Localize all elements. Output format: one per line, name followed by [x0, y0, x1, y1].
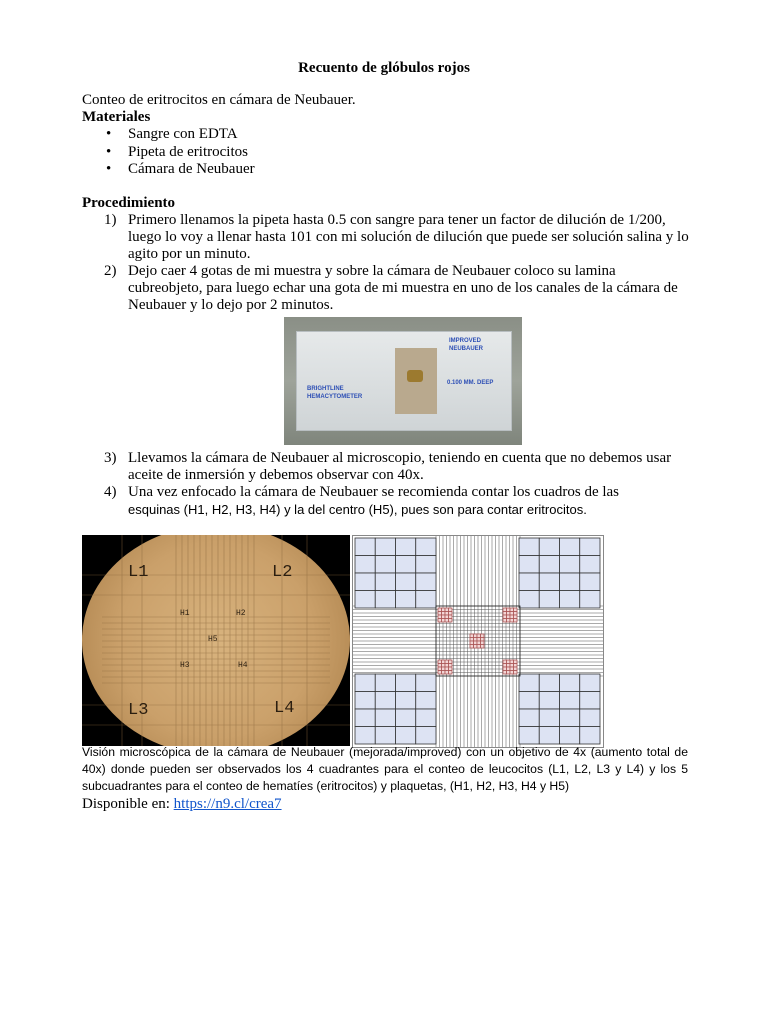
step-2: [104, 263, 694, 314]
h-square-cell: [449, 660, 453, 664]
step-4: [104, 484, 694, 518]
h-square-cell: [514, 664, 518, 668]
neubauer-grid-diagram: [352, 535, 604, 748]
h-square-cell: [510, 608, 514, 612]
corner-square-cell: [416, 538, 436, 556]
corner-square-cell: [416, 692, 436, 710]
corner-square-cell: [375, 591, 395, 609]
corner-square-cell: [375, 692, 395, 710]
h-square-cell: [445, 612, 449, 616]
h-square-cell: [445, 671, 449, 675]
h-square-cell: [514, 671, 518, 675]
h-square-cell: [442, 612, 446, 616]
h-square-cell: [438, 667, 442, 671]
h-square-cell: [449, 615, 453, 619]
h-square-cell: [514, 615, 518, 619]
h-square-cell: [507, 615, 511, 619]
corner-square-cell: [539, 591, 559, 609]
corner-square-cell: [560, 709, 580, 727]
materiales-heading: Materiales: [82, 109, 151, 125]
h-square-cell: [507, 664, 511, 668]
h-square-cell: [477, 638, 481, 642]
corner-square-cell: [539, 556, 559, 574]
corner-square-cell: [355, 538, 375, 556]
h-square-cell: [510, 619, 514, 623]
corner-square-cell: [539, 727, 559, 745]
h-square-cell: [474, 638, 478, 642]
corner-square-cell: [519, 591, 539, 609]
step-1: [104, 212, 694, 263]
h-square-cell: [510, 664, 514, 668]
corner-square-cell: [396, 709, 416, 727]
corner-square-cell: [539, 538, 559, 556]
h-square-cell: [438, 664, 442, 668]
h-square-cell: [503, 608, 507, 612]
list-item: • Cámara de Neubauer: [82, 161, 255, 179]
h-square-cell: [481, 638, 485, 642]
corner-square-cell: [355, 591, 375, 609]
corner-square-cell: [519, 692, 539, 710]
corner-square-cell: [355, 556, 375, 574]
h-square-cell: [507, 671, 511, 675]
corner-square-cell: [396, 591, 416, 609]
step-text: Primero llenamos la pipeta hasta 0.5 con sangre para tener un factor de dilución de 1/200, luego lo voy a llenar hasta 101 con mi solución de dilución que puede ser solución salina y lo agito por un minuto.: [128, 212, 689, 262]
h-square-cell: [442, 660, 446, 664]
h-square-cell: [514, 660, 518, 664]
h-square-cell: [445, 615, 449, 619]
corner-square-cell: [539, 674, 559, 692]
label-l1: L1: [128, 563, 149, 582]
corner-square-cell: [396, 727, 416, 745]
corner-square-cell: [580, 709, 600, 727]
microscope-view: [82, 535, 350, 746]
h-square-cell: [503, 660, 507, 664]
h-square-cell: [507, 612, 511, 616]
corner-square-cell: [396, 674, 416, 692]
h-square-cell: [507, 619, 511, 623]
corner-square-cell: [519, 538, 539, 556]
corner-square-cell: [560, 538, 580, 556]
h-square-cell: [514, 612, 518, 616]
h-square-cell: [481, 634, 485, 638]
corner-square-cell: [580, 556, 600, 574]
step-number: 3): [104, 450, 117, 466]
corner-square-cell: [375, 727, 395, 745]
corner-square-cell: [396, 573, 416, 591]
slide-label-left: HEMACYTOMETER: [307, 394, 363, 400]
intro-text: Conteo de eritrocitos en cámara de Neubauer.: [82, 92, 356, 108]
label-h4: H4: [238, 661, 248, 670]
corner-square-cell: [560, 692, 580, 710]
sample-drop: [407, 370, 423, 382]
slide-label-right: NEUBAUER: [449, 346, 484, 352]
step-text: Dejo caer 4 gotas de mi muestra y sobre la cámara de Neubauer coloco su lamina cubreobjeto, para luego echar una gota de mi muestra en uno de los canales de la cámara de Neubauer y lo dejo por 2 minutos.: [128, 263, 678, 313]
h-square-cell: [503, 667, 507, 671]
h-square-cell: [474, 645, 478, 649]
corner-square-cell: [560, 591, 580, 609]
corner-square-cell: [396, 692, 416, 710]
procedimiento-heading: Procedimiento: [82, 195, 176, 211]
h-square-cell: [445, 660, 449, 664]
h-square-cell: [445, 608, 449, 612]
h-square-cell: [442, 664, 446, 668]
h-square-cell: [470, 641, 474, 645]
step-text: Una vez enfocado la cámara de Neubauer se recomienda contar los cuadros de las: [128, 484, 620, 500]
corner-square-cell: [560, 573, 580, 591]
corner-square-cell: [519, 709, 539, 727]
h-square-cell: [503, 612, 507, 616]
corner-square-cell: [580, 727, 600, 745]
step-number: 1): [104, 212, 117, 228]
h-square-cell: [477, 641, 481, 645]
glass-slide: [296, 331, 512, 431]
corner-square-cell: [539, 709, 559, 727]
h-square-cell: [474, 634, 478, 638]
label-h5: H5: [208, 635, 218, 644]
h-square-cell: [445, 664, 449, 668]
corner-square-cell: [416, 591, 436, 609]
corner-square-cell: [375, 573, 395, 591]
availability-prefix: Disponible en:: [82, 796, 174, 812]
corner-square-cell: [416, 556, 436, 574]
corner-square-cell: [375, 709, 395, 727]
corner-square-cell: [519, 727, 539, 745]
h-square-cell: [449, 671, 453, 675]
h-square-cell: [503, 619, 507, 623]
h-square-cell: [470, 645, 474, 649]
corner-square-cell: [560, 727, 580, 745]
corner-square-cell: [519, 556, 539, 574]
corner-square-cell: [539, 692, 559, 710]
h-square-cell: [507, 667, 511, 671]
h-square-cell: [449, 664, 453, 668]
label-h1: H1: [180, 609, 190, 618]
h-square-cell: [510, 660, 514, 664]
h-square-cell: [503, 664, 507, 668]
h-square-cell: [514, 608, 518, 612]
label-l2: L2: [272, 563, 293, 582]
corner-square-cell: [560, 556, 580, 574]
materiales-list: [82, 126, 255, 179]
corner-square-cell: [355, 674, 375, 692]
source-link[interactable]: https://n9.cl/crea7: [173, 796, 282, 812]
step-number: 2): [104, 263, 117, 279]
corner-square-cell: [375, 674, 395, 692]
h-square-cell: [481, 645, 485, 649]
h-square-cell: [477, 634, 481, 638]
corner-square-cell: [375, 556, 395, 574]
h-square-cell: [438, 660, 442, 664]
document-title: Recuento de glóbulos rojos: [298, 60, 470, 76]
corner-square-cell: [539, 573, 559, 591]
corner-square-cell: [580, 573, 600, 591]
corner-square-cell: [416, 709, 436, 727]
h-square-cell: [442, 615, 446, 619]
h-square-cell: [507, 608, 511, 612]
h-square-cell: [449, 612, 453, 616]
h-square-cell: [470, 638, 474, 642]
h-square-cell: [438, 608, 442, 612]
step-number: 4): [104, 484, 117, 500]
corner-square-cell: [355, 692, 375, 710]
h-square-cell: [510, 612, 514, 616]
h-square-cell: [481, 641, 485, 645]
corner-square-cell: [375, 538, 395, 556]
h-square-cell: [449, 667, 453, 671]
corner-square-cell: [580, 591, 600, 609]
h-square-cell: [438, 671, 442, 675]
step-3: [104, 450, 694, 484]
corner-square-cell: [355, 573, 375, 591]
label-l4: L4: [274, 699, 295, 718]
grid-svg: [353, 536, 603, 747]
h-square-cell: [510, 671, 514, 675]
step-text: esquinas (H1, H2, H3, H4) y la del centro (H5), pues son para contar eritrocitos.: [128, 502, 587, 517]
corner-square-cell: [580, 538, 600, 556]
slide-label-right: 0.100 MM. DEEP: [447, 380, 494, 386]
h-square-cell: [442, 619, 446, 623]
corner-square-cell: [355, 709, 375, 727]
hemocytometer-photo: [284, 317, 522, 445]
corner-square-cell: [416, 727, 436, 745]
h-square-cell: [438, 612, 442, 616]
h-square-cell: [445, 619, 449, 623]
corner-square-cell: [355, 727, 375, 745]
h-square-cell: [474, 641, 478, 645]
h-square-cell: [449, 608, 453, 612]
h-square-cell: [510, 615, 514, 619]
slide-label-left: BRIGHTLINE: [307, 386, 344, 392]
corner-square-cell: [519, 573, 539, 591]
availability-line: [82, 796, 282, 813]
label-l3: L3: [128, 701, 149, 720]
corner-square-cell: [519, 674, 539, 692]
h-square-cell: [503, 615, 507, 619]
label-h2: H2: [236, 609, 246, 618]
h-square-cell: [514, 667, 518, 671]
corner-square-cell: [560, 674, 580, 692]
h-square-cell: [438, 619, 442, 623]
corner-square-cell: [580, 674, 600, 692]
h-square-cell: [477, 645, 481, 649]
h-square-cell: [503, 671, 507, 675]
list-item: • Sangre con EDTA: [82, 126, 255, 144]
corner-square-cell: [396, 556, 416, 574]
h-square-cell: [442, 667, 446, 671]
step-text: Llevamos la cámara de Neubauer al microscopio, teniendo en cuenta que no debemos usar aceite de inmersión y debemos observar con 40x.: [128, 450, 672, 483]
label-h3: H3: [180, 661, 190, 670]
h-square-cell: [449, 619, 453, 623]
h-square-cell: [507, 660, 511, 664]
h-square-cell: [442, 671, 446, 675]
corner-square-cell: [416, 573, 436, 591]
h-square-cell: [442, 608, 446, 612]
h-square-cell: [445, 667, 449, 671]
h-square-cell: [514, 619, 518, 623]
list-item: • Pipeta de eritrocitos: [82, 144, 255, 162]
figure-caption: Visión microscópica de la cámara de Neubauer (mejorada/improved) con un objetivo de 4x (aumento total de 40x) donde pueden ser observados los 4 cuadrantes para el conteo de leucocitos (L1, L2, L3 y L4) y los 5 subcuadrantes para el conteo de hematíes (eritrocitos) y plaquetas, (H1, H2, H3, H4 y H5): [82, 745, 688, 794]
h-square-cell: [438, 615, 442, 619]
slide-label-right: IMPROVED: [449, 338, 482, 344]
corner-square-cell: [416, 674, 436, 692]
corner-square-cell: [580, 692, 600, 710]
h-square-cell: [510, 667, 514, 671]
corner-square-cell: [396, 538, 416, 556]
h-square-cell: [470, 634, 474, 638]
